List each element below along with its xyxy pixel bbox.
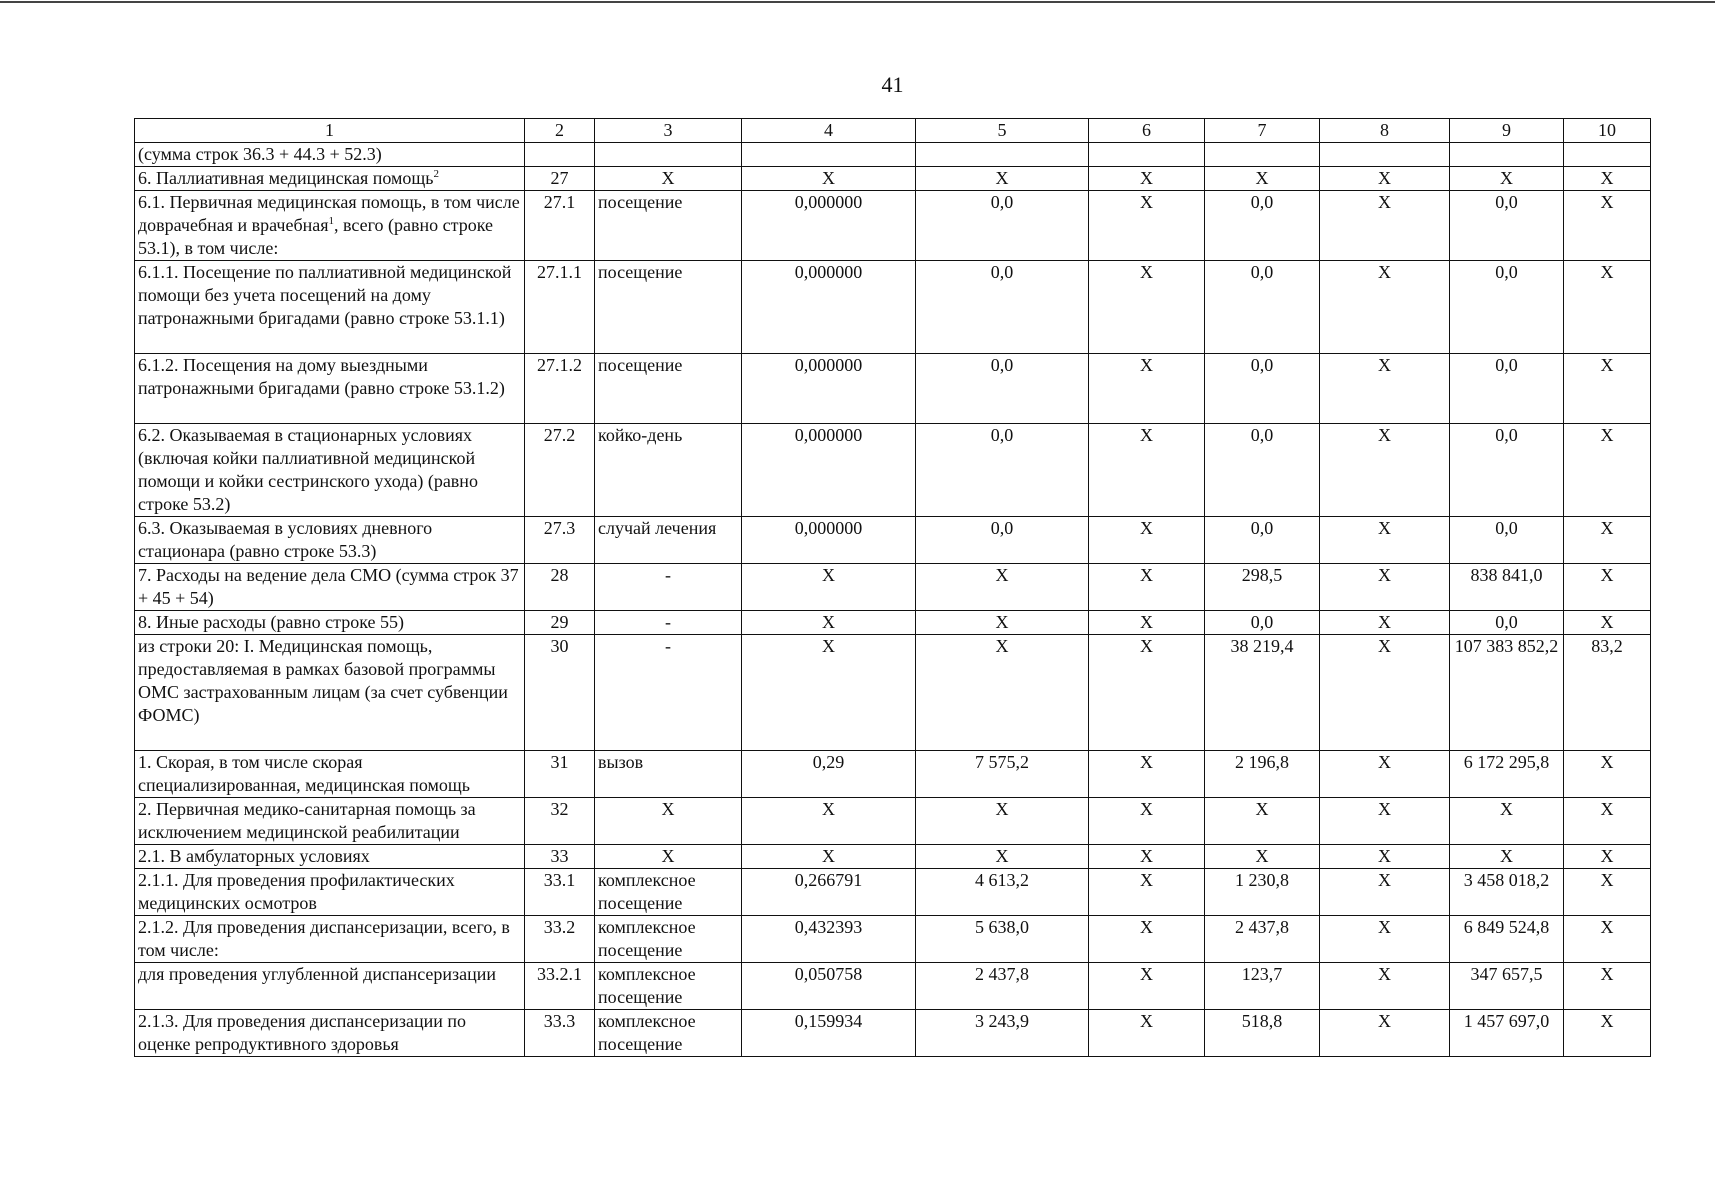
value-cell: 0,266791 [742,869,916,916]
row-code-cell: 27.2 [525,424,595,517]
value-cell: Х [1205,845,1320,869]
value-cell: Х [1320,798,1450,845]
row-label-cell [135,963,525,1010]
table-row [135,611,1651,635]
value-cell: Х [1564,963,1651,1010]
value-cell: 3 243,9 [916,1010,1089,1057]
unit-cell: посещение [595,354,742,424]
header-cell: 5 [916,119,1089,143]
value-cell: Х [742,635,916,751]
value-cell: 0,0 [1205,424,1320,517]
row-label: 2.1.2. Для проведения диспансеризации, всего, в том числе: [138,917,510,960]
value-cell: 38 219,4 [1205,635,1320,751]
row-label-cell [135,261,525,354]
row-label: 1. Скорая, в том числе скорая специализированная, медицинская помощь [138,752,470,795]
value-cell: 7 575,2 [916,751,1089,798]
value-cell: 0,0 [1205,517,1320,564]
value-cell: 0,0 [916,354,1089,424]
value-cell: Х [1320,963,1450,1010]
row-label: (сумма строк 36.3 + 44.3 + 52.3) [138,144,382,164]
value-cell: 0,000000 [742,424,916,517]
unit-cell: вызов [595,751,742,798]
value-cell [742,143,916,167]
value-cell: 0,0 [1450,261,1564,354]
value-cell: Х [1564,424,1651,517]
value-cell: 0,0 [1205,354,1320,424]
value-cell: Х [1320,564,1450,611]
unit-cell: комплексное посещение [595,869,742,916]
value-cell: 1 457 697,0 [1450,1010,1564,1057]
row-code-cell: 33.2 [525,916,595,963]
row-code-cell: 33.2.1 [525,963,595,1010]
row-code-cell: 27 [525,167,595,191]
value-cell: 123,7 [1205,963,1320,1010]
value-cell: 347 657,5 [1450,963,1564,1010]
unit-cell: случай лечения [595,517,742,564]
value-cell: Х [1564,354,1651,424]
value-cell: Х [1089,611,1205,635]
value-cell [1320,143,1450,167]
value-cell: Х [1564,517,1651,564]
row-label: 6.2. Оказываемая в стационарных условиях (включая койки паллиативной медицинской помощи и койки сестринского ухода) (равно строке 53.2) [138,425,478,514]
header-cell: 1 [135,119,525,143]
value-cell: 838 841,0 [1450,564,1564,611]
value-cell: 6 849 524,8 [1450,916,1564,963]
value-cell: Х [1089,167,1205,191]
row-label-cell [135,517,525,564]
value-cell: Х [1564,564,1651,611]
page-number: 41 [881,72,904,97]
value-cell: Х [1450,167,1564,191]
value-cell: Х [1089,261,1205,354]
row-label-cell [135,611,525,635]
row-code-cell: 31 [525,751,595,798]
value-cell: 0,0 [1205,191,1320,261]
row-label: 2.1.3. Для проведения диспансеризации по оценке репродуктивного здоровья [138,1011,467,1054]
value-cell: 0,432393 [742,916,916,963]
value-cell [1205,143,1320,167]
table-row [135,963,1651,1010]
value-cell: Х [1320,845,1450,869]
value-cell: Х [1564,751,1651,798]
table-row [135,845,1651,869]
value-cell: 0,000000 [742,354,916,424]
table-row [135,1010,1651,1057]
footnote-mark: 1 [328,215,335,227]
value-cell [1089,143,1205,167]
row-label-cell [135,143,525,167]
value-cell: Х [1320,635,1450,751]
row-label-cell [135,916,525,963]
row-code-cell: 29 [525,611,595,635]
value-cell: Х [1564,167,1651,191]
row-label-cell [135,751,525,798]
value-cell: Х [1320,424,1450,517]
value-cell: Х [1564,191,1651,261]
value-cell: Х [916,635,1089,751]
row-label: 2.1. В амбулаторных условиях [138,846,370,866]
row-code-cell: 33.1 [525,869,595,916]
value-cell: Х [1564,916,1651,963]
value-cell: 3 458 018,2 [1450,869,1564,916]
value-cell: Х [1320,261,1450,354]
header-cell: 7 [1205,119,1320,143]
table-row [135,517,1651,564]
value-cell: 298,5 [1205,564,1320,611]
value-cell: Х [1320,869,1450,916]
row-label-cell [135,424,525,517]
value-cell: 0,000000 [742,191,916,261]
value-cell: Х [1089,963,1205,1010]
table-row [135,191,1651,261]
value-cell: 2 196,8 [1205,751,1320,798]
value-cell: Х [742,611,916,635]
row-code-cell: 32 [525,798,595,845]
value-cell: Х [1089,751,1205,798]
row-label-cell [135,1010,525,1057]
value-cell: Х [1320,611,1450,635]
unit-cell: - [595,564,742,611]
row-label-cell [135,869,525,916]
value-cell: 0,0 [916,424,1089,517]
value-cell [1450,143,1564,167]
value-cell: 0,0 [1450,517,1564,564]
row-label-cell [135,635,525,751]
value-cell: Х [1564,869,1651,916]
value-cell [916,143,1089,167]
header-cell: 9 [1450,119,1564,143]
value-cell: Х [1205,167,1320,191]
row-label: 6.1.2. Посещения на дому выездными патронажными бригадами (равно строке 53.1.2) [138,355,505,398]
value-cell: 83,2 [1564,635,1651,751]
table-row [135,167,1651,191]
value-cell: Х [1089,635,1205,751]
row-label: 2.1.1. Для проведения профилактических медицинских осмотров [138,870,455,913]
row-code-cell: 27.1.1 [525,261,595,354]
value-cell: 0,0 [916,261,1089,354]
value-cell: Х [1089,869,1205,916]
value-cell: Х [1564,611,1651,635]
value-cell: Х [1450,845,1564,869]
value-cell: Х [1320,916,1450,963]
row-label: из строки 20: I. Медицинская помощь, предоставляемая в рамках базовой программы ОМС застрахованным лицам (за счет субвенции ФОМС) [138,636,508,725]
row-label-continuation: , всего (равно строке 53.1), в том числе: [138,215,494,258]
value-cell: Х [1089,1010,1205,1057]
table-row [135,354,1651,424]
row-code-cell: 33 [525,845,595,869]
unit-cell [595,143,742,167]
row-code-cell: 28 [525,564,595,611]
value-cell: Х [1320,167,1450,191]
table-body [135,119,1651,1057]
value-cell: Х [916,798,1089,845]
header-cell: 10 [1564,119,1651,143]
header-cell: 8 [1320,119,1450,143]
top-rule [0,1,1715,3]
value-cell: Х [1089,191,1205,261]
value-cell: 107 383 852,2 [1450,635,1564,751]
row-code-cell: 27.1 [525,191,595,261]
unit-cell: Х [595,167,742,191]
value-cell: Х [916,611,1089,635]
value-cell: 6 172 295,8 [1450,751,1564,798]
row-code-cell: 33.3 [525,1010,595,1057]
header-cell: 4 [742,119,916,143]
value-cell: Х [1320,191,1450,261]
value-cell: 0,050758 [742,963,916,1010]
value-cell: 0,0 [1450,191,1564,261]
table-row [135,869,1651,916]
row-label: для проведения углубленной диспансеризации [138,964,497,984]
value-cell: Х [1089,517,1205,564]
value-cell: Х [1089,845,1205,869]
header-cell: 6 [1089,119,1205,143]
row-label: 6.1. Первичная медицинская помощь, в том числе доврачебная и врачебная [138,192,520,235]
value-cell: Х [742,798,916,845]
value-cell: 0,0 [1450,354,1564,424]
unit-cell: посещение [595,261,742,354]
value-cell: 0,0 [1450,424,1564,517]
value-cell: Х [916,167,1089,191]
value-cell: Х [1320,751,1450,798]
header-row [135,119,1651,143]
value-cell: Х [1564,798,1651,845]
value-cell: Х [1450,798,1564,845]
value-cell: 518,8 [1205,1010,1320,1057]
row-label: 6.3. Оказываемая в условиях дневного стационара (равно строке 53.3) [138,518,433,561]
footnote-mark: 2 [433,168,439,180]
row-code-cell: 30 [525,635,595,751]
value-cell: Х [1320,354,1450,424]
row-label-cell [135,191,525,261]
value-cell [1564,143,1651,167]
value-cell: 0,0 [916,191,1089,261]
row-label: 6. Паллиативная медицинская помощь [138,168,434,188]
row-label-cell [135,354,525,424]
value-cell: Х [916,564,1089,611]
value-cell: Х [1320,517,1450,564]
value-cell: 0,0 [916,517,1089,564]
value-cell: 2 437,8 [1205,916,1320,963]
value-cell: 0,000000 [742,261,916,354]
value-cell: Х [742,845,916,869]
row-code-cell [525,143,595,167]
unit-cell: посещение [595,191,742,261]
row-label-cell [135,845,525,869]
unit-cell: койко-день [595,424,742,517]
value-cell: 0,0 [1205,261,1320,354]
unit-cell: Х [595,798,742,845]
table-row [135,143,1651,167]
value-cell: 0,29 [742,751,916,798]
value-cell: Х [1089,424,1205,517]
table-row [135,424,1651,517]
unit-cell: - [595,635,742,751]
unit-cell: комплексное посещение [595,1010,742,1057]
value-cell: Х [1089,354,1205,424]
header-cell: 2 [525,119,595,143]
value-cell: Х [742,167,916,191]
unit-cell: - [595,611,742,635]
value-cell: Х [1089,564,1205,611]
data-table [134,118,1651,1057]
unit-cell: комплексное посещение [595,963,742,1010]
row-code-cell: 27.1.2 [525,354,595,424]
value-cell: 4 613,2 [916,869,1089,916]
row-label: 7. Расходы на ведение дела СМО (сумма строк 37 + 45 + 54) [138,565,519,608]
value-cell: Х [1320,1010,1450,1057]
unit-cell: Х [595,845,742,869]
table-row [135,798,1651,845]
table-row [135,751,1651,798]
table-row [135,261,1651,354]
row-code-cell: 27.3 [525,517,595,564]
value-cell: 0,000000 [742,517,916,564]
value-cell: Х [1205,798,1320,845]
value-cell: Х [1089,916,1205,963]
value-cell: 1 230,8 [1205,869,1320,916]
unit-cell: комплексное посещение [595,916,742,963]
table-row [135,635,1651,751]
value-cell: Х [916,845,1089,869]
value-cell: Х [1564,845,1651,869]
value-cell: 0,0 [1205,611,1320,635]
row-label: 6.1.1. Посещение по паллиативной медицинской помощи без учета посещений на дому патронажными бригадами (равно строке 53.1.1) [138,262,512,328]
value-cell: Х [742,564,916,611]
row-label-cell [135,564,525,611]
value-cell: 5 638,0 [916,916,1089,963]
row-label: 2. Первичная медико-санитарная помощь за исключением медицинской реабилитации [138,799,476,842]
row-label-cell [135,798,525,845]
table-row [135,564,1651,611]
value-cell: Х [1564,261,1651,354]
row-label-cell [135,167,525,191]
table-row [135,916,1651,963]
value-cell: Х [1564,1010,1651,1057]
value-cell: 2 437,8 [916,963,1089,1010]
value-cell: 0,0 [1450,611,1564,635]
value-cell: Х [1089,798,1205,845]
header-cell: 3 [595,119,742,143]
value-cell: 0,159934 [742,1010,916,1057]
row-label: 8. Иные расходы (равно строке 55) [138,612,404,632]
